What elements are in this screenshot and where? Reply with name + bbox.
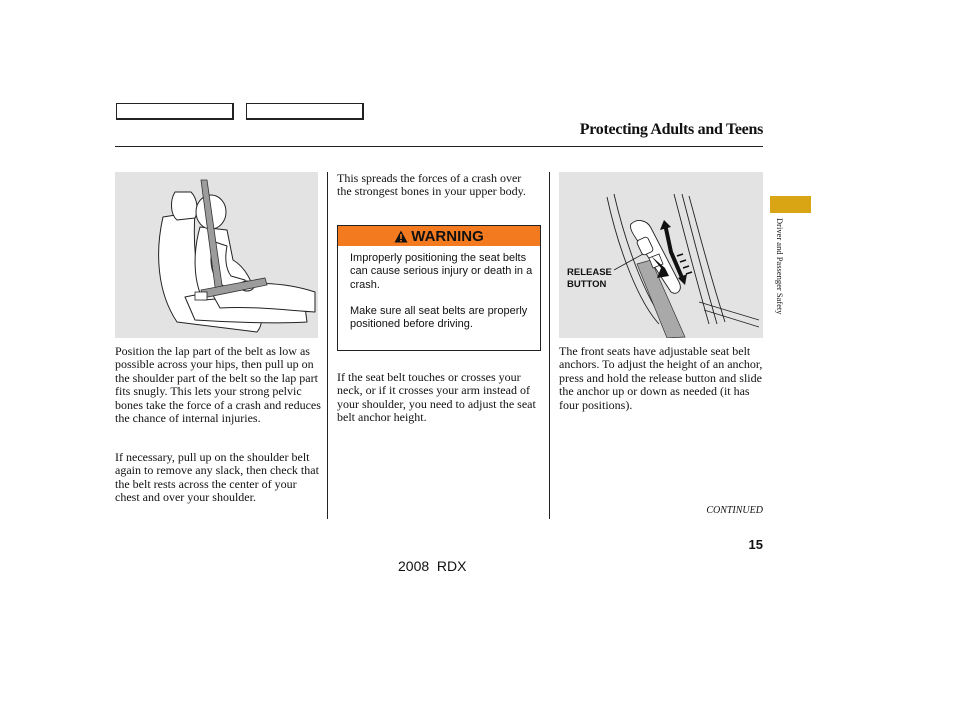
model-label: 2008 RDX [398,558,467,574]
lap-belt-paragraph: Position the lap part of the belt as low as possible across your hips, then pull up on the shoulder part of the belt so the lap part fits snugly. This lets your strong pelvic bones take the force of a crash and reduces the chance of internal injuries. [115,344,321,426]
section-tab-label: Driver and Passenger Safety [775,218,785,315]
adjustable-anchor-paragraph: The front seats have adjustable seat belt anchors. To adjust the height of an anchor, press and hold the release button and slide the anchor up or down as needed (it has four positions). [559,344,763,412]
shoulder-belt-paragraph: If necessary, pull up on the shoulder belt again to remove any slack, then check that the belt rests across the center of your chest and over your shoulder. [115,450,319,505]
column-divider-left [327,172,328,519]
seat-belt-anchor-illustration [559,172,763,338]
seated-passenger-lap-belt-illustration [115,172,318,338]
nav-button-previous[interactable] [116,103,234,120]
seated-passenger-figure [115,172,318,338]
header-rule [115,146,763,147]
page-number: 15 [748,537,763,552]
seat-belt-anchor-figure [559,172,763,338]
section-tab[interactable] [770,196,811,213]
warning-header [338,226,540,246]
warning-text-position: Make sure all seat belts are properly positioned before driving. [350,305,528,331]
warning-triangle-icon [394,230,408,243]
nav-button-next[interactable] [246,103,364,120]
release-callout-text: RELEASE BUTTON [567,267,612,290]
release-button-callout [567,267,612,291]
page-title: Protecting Adults and Teens [579,121,763,138]
forces-paragraph: This spreads the forces of a crash over the strongest bones in your upper body. [337,171,526,199]
column-divider-right [549,172,550,519]
warning-box [337,225,541,351]
anchor-height-paragraph: If the seat belt touches or crosses your neck, or if it crosses your arm instead of your shoulder, you need to adjust the seat belt anchor height. [337,370,536,425]
warning-text-injury: Improperly positioning the seat belts can cause serious injury or death in a crash. [350,252,533,291]
warning-title: WARNING [411,227,484,245]
continued-label: CONTINUED [706,505,763,516]
